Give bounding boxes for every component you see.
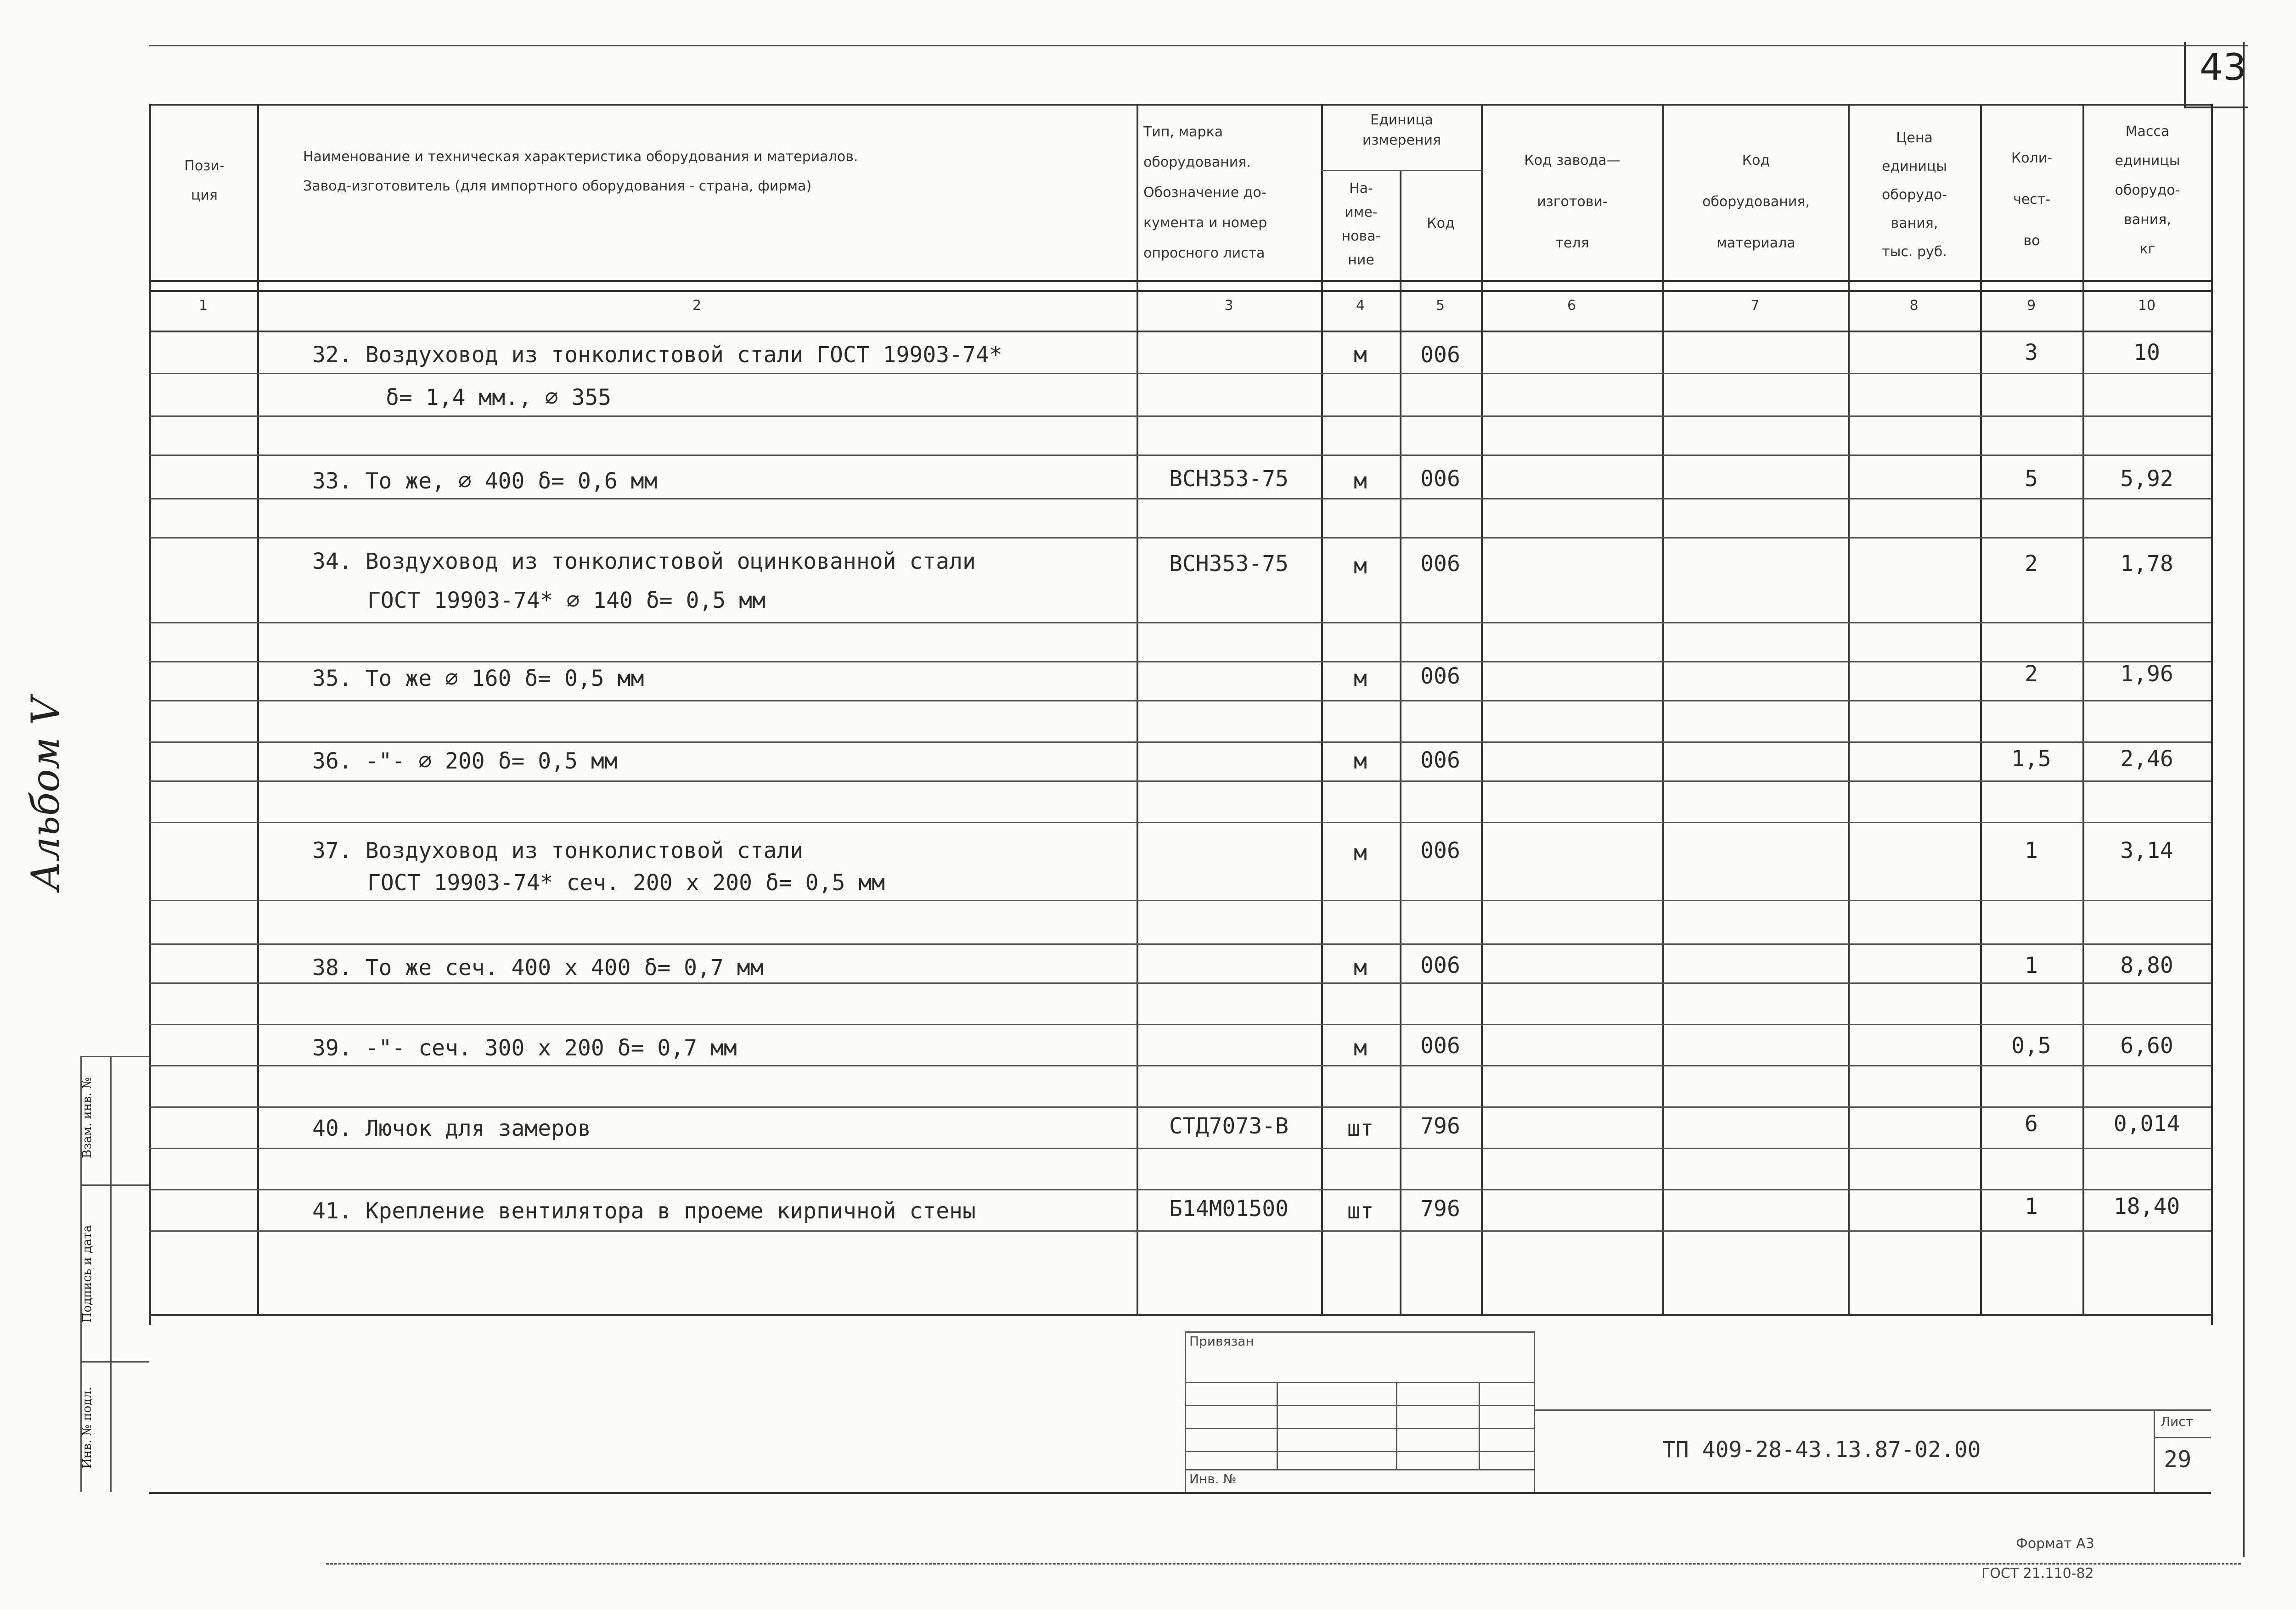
row-32-name-line1: 32. Воздуховод из тонколистовой стали ГОСТ 19903-74* [312,342,1002,368]
header-price: Цена единицы оборудо- вания, тыс. руб. [1882,130,1947,260]
header-position: Пози- ция [184,158,225,203]
stamp-privyazan: Привязан [1189,1334,1254,1349]
row-36-mass: 2,46 [2120,746,2173,772]
row-32-mass: 10 [2133,340,2160,365]
row-38-unit: м [1354,955,1367,981]
row-41-unit: шт [1347,1198,1374,1224]
row-37-mass: 3,14 [2120,838,2173,864]
header-unit-code: Код [1427,215,1455,231]
colnum-3: 3 [1224,297,1233,314]
row-35-mass: 1,96 [2120,661,2173,687]
row-33-type: ВСН353-75 [1169,466,1289,492]
row-34-code: 006 [1420,551,1460,577]
row-39-name: 39. -"- сеч. 300 х 200 δ= 0,7 мм [312,1035,737,1061]
row-36-unit: м [1354,748,1367,774]
row-36-name: 36. -"- ∅ 200 δ= 0,5 мм [312,748,618,774]
top-rule [149,45,2248,46]
row-36-qty: 1,5 [2011,746,2051,772]
row-40-mass: 0,014 [2113,1111,2180,1137]
side-stamp-inv: Инв. № подл. [80,1387,94,1469]
page-number: 43 [2200,46,2246,89]
row-32-name-line2: δ= 1,4 мм., ∅ 355 [386,385,612,410]
row-38-mass: 8,80 [2120,953,2173,978]
colnum-7: 7 [1750,297,1760,314]
row-33-code: 006 [1420,466,1460,492]
row-37-name-line1: 37. Воздуховод из тонколистовой стали [312,838,804,864]
row-34-qty: 2 [2025,551,2038,577]
format-label: Формат А3 [2016,1536,2094,1552]
colnum-4: 4 [1356,297,1365,314]
row-35-name: 35. То же ∅ 160 δ= 0,5 мм [312,666,644,691]
row-34-name-line2: ГОСТ 19903-74* ∅ 140 δ= 0,5 мм [367,588,765,613]
header-unit-name: На- име- нова- ние [1341,180,1381,268]
header-mass: Масса единицы оборудо- вания, кг [2115,123,2180,257]
row-32-unit: м [1354,342,1367,368]
side-stamp-vzam: Взам. инв. № [80,1077,94,1158]
row-37-name-line2: ГОСТ 19903-74* сеч. 200 х 200 δ= 0,5 мм [367,870,885,896]
row-38-qty: 1 [2025,953,2038,978]
colnum-5: 5 [1435,297,1445,314]
row-33-qty: 5 [2025,466,2038,492]
row-33-mass: 5,92 [2120,466,2173,492]
header-name: Наименование и техническая характеристика оборудования и материалов. Завод-изготовитель (для импортного оборудования - страна, фирма) [303,149,858,194]
colnum-9: 9 [2026,297,2036,314]
stamp-inv: Инв. № [1189,1471,1237,1487]
row-34-type: ВСН353-75 [1169,551,1289,577]
row-40-name: 40. Лючок для замеров [312,1116,591,1141]
gost-label: ГОСТ 21.110-82 [1981,1565,2094,1582]
header-quantity: Коли- чест- во [2011,150,2053,249]
document-designation: ТП 409-28-43.13.87-02.00 [1662,1437,1981,1463]
sheet-number: 29 [2164,1446,2192,1473]
row-41-qty: 1 [2025,1194,2038,1219]
colnum-2: 2 [692,297,702,314]
side-stamp-signature: Подпись и дата [80,1225,94,1323]
colnum-1: 1 [198,297,208,314]
row-39-mass: 6,60 [2120,1033,2173,1059]
row-32-qty: 3 [2025,340,2038,365]
row-32-code: 006 [1420,342,1460,368]
row-38-code: 006 [1420,953,1460,978]
row-37-unit: м [1354,840,1367,866]
header-unit-group: Единица измерения [1362,112,1441,148]
row-37-code: 006 [1420,838,1460,864]
sheet-label: Лист [2161,1414,2193,1429]
album-label: Альбом V [23,697,68,891]
row-41-name: 41. Крепление вентилятора в проеме кирпичной стены [312,1198,976,1224]
row-41-type: Б14М01500 [1169,1196,1289,1222]
row-36-code: 006 [1420,747,1460,773]
row-38-name: 38. То же сеч. 400 х 400 δ= 0,7 мм [312,955,764,981]
row-40-qty: 6 [2025,1111,2038,1137]
row-41-code: 796 [1420,1196,1460,1222]
colnum-10: 10 [2138,297,2156,314]
row-40-unit: шт [1347,1116,1374,1141]
row-35-qty: 2 [2025,661,2038,687]
row-34-unit: м [1354,553,1367,579]
header-equipment-code: Код оборудования, материала [1702,152,1810,251]
row-37-qty: 1 [2025,838,2038,864]
row-41-mass: 18,40 [2113,1194,2180,1219]
row-39-qty: 0,5 [2011,1033,2051,1059]
header-plant-code: Код завода— изготови- теля [1524,152,1621,251]
colnum-6: 6 [1567,297,1576,314]
row-33-unit: м [1354,468,1367,494]
row-33-name: 33. То же, ∅ 400 δ= 0,6 мм [312,468,658,494]
row-40-code: 796 [1420,1113,1460,1139]
row-39-unit: м [1354,1035,1367,1061]
row-34-mass: 1,78 [2120,551,2173,577]
header-type: Тип, марка оборудования. Обозначение до- кумента и номер опросного листа [1143,124,1267,261]
colnum-8: 8 [1909,297,1919,314]
row-39-code: 006 [1420,1033,1460,1059]
row-35-unit: м [1354,666,1367,691]
row-40-type: СТД7073-В [1169,1113,1289,1139]
row-34-name-line1: 34. Воздуховод из тонколистовой оцинкованной стали [312,549,976,574]
row-35-code: 006 [1420,663,1460,689]
